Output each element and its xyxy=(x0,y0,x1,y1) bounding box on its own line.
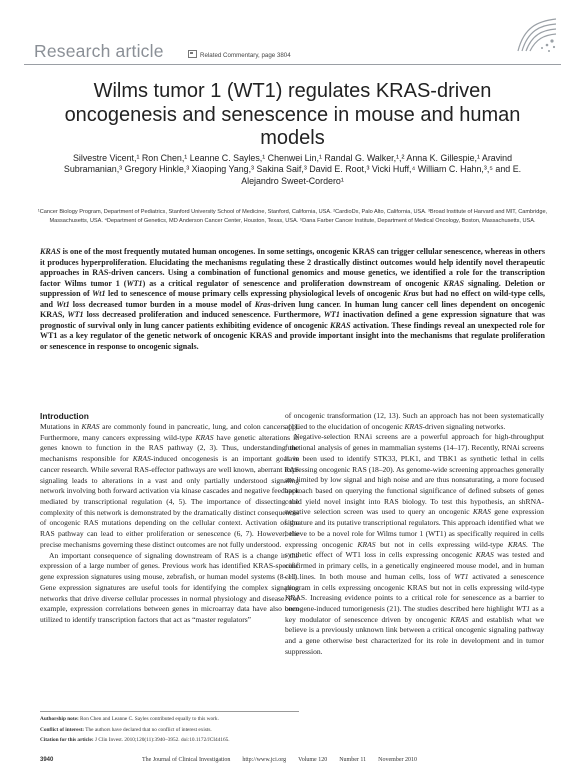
text-run: have genetic alterations in genes known to function in the RAS pathway (2, 3). Thus, understanding the mechanisms responsible for xyxy=(40,432,299,464)
body-paragraph xyxy=(285,411,544,432)
citation-note xyxy=(40,735,299,746)
italic-run: KRAS xyxy=(404,421,423,431)
section-kicker: Research article xyxy=(34,41,164,61)
citation-note-label: Citation for this article: xyxy=(40,737,94,744)
header-rule xyxy=(24,64,561,65)
text-run: is one of the most frequently mutated human oncogenes. In some settings, oncogenic KRAS can trigger cellular senescence, whereas in others it produces hyperproliferation. Elucidating the mechanisms regulating these 2 drastically distinct outcomes would help identify novel therapeutic approaches in RAS-driven cancers. Using a combination of functional genomics and mouse genetics, we identified a role for the transcription factor Wilms tumor 1 ( xyxy=(40,247,545,288)
conflict-note-label: Conflict of interest: xyxy=(40,726,85,733)
italic-run: Kras xyxy=(254,299,271,309)
text-run: of oncogenic transformation (12, 13). Such an approach has not been systematically applied to the elucidation of oncogenic xyxy=(285,411,544,431)
italic-run: Wt1 xyxy=(92,289,106,299)
body-paragraph xyxy=(40,422,299,551)
italic-run: KRAS xyxy=(132,454,151,464)
italic-run: KRAS xyxy=(330,320,351,330)
abstract xyxy=(40,247,545,352)
related-commentary-link[interactable] xyxy=(188,50,291,59)
authorship-note-text: Ron Chen and Leanne C. Sayles contributed equally to this work. xyxy=(78,716,219,722)
text-run: are commonly found in pancreatic, lung, and colon cancers (1). Furthermore, many cancers expressing wild-type xyxy=(40,422,299,442)
italic-run: WT1 xyxy=(126,278,143,288)
citation-note-text: J Clin Invest. 2010;120(11):3940–3952. doi:10.1172/JCI44165. xyxy=(93,737,230,744)
italic-run: KRAS xyxy=(443,278,464,288)
article-header xyxy=(24,41,561,65)
commentary-icon xyxy=(188,50,197,58)
text-run: activated a senescence program in cells expressing oncogenic KRAS but not in cells expressing wild-type KRAS. Increasing evidence points to a critical role for senescence as a barrier to oncogene-induced tumorigenesis (21). The studies described here highlight xyxy=(285,571,545,613)
text-run: Mutations in xyxy=(40,422,82,431)
text-run: Negative-selection RNAi screens are a powerful approach for high-throughput functional analysis of genes in mammalian systems (14–17). Recently, RNAi screens have been used to identify STK33, PLK1, and TBK1 as synthetic lethal in cells expressing oncogenic RAS (18–20). As genome-wide screening approaches generally are limited by low signal and high noise and are thus nonsaturating, a more focused approach based on querying the functional significance of defined subsets of genes could yield novel insight into RAS biology. To test this hypothesis, an shRNA-negative selection screen was used to query an oncogenic xyxy=(285,432,544,517)
related-commentary-text: Related Commentary, page 3804 xyxy=(200,52,291,59)
journal-name: The Journal of Clinical Investigation xyxy=(142,757,231,763)
italic-run: WT1 xyxy=(454,571,469,581)
italic-run: Wt1 xyxy=(56,299,70,309)
footnotes xyxy=(40,711,299,746)
jci-logo-icon xyxy=(514,17,560,55)
authorship-note-label: Authorship note: xyxy=(40,716,79,722)
conflict-note-text: The authors have declared that no conflict of interest exists. xyxy=(84,726,212,733)
body-column-left xyxy=(40,411,299,626)
author-list: Silvestre Vicent,¹ Ron Chen,¹ Leanne C. Sayles,¹ Chenwei Lin,¹ Randal G. Walker,¹,² Anna K. Gillespie,¹ Aravind Subramanian,³ Gregory Hinkle,³ Xiaoping Yang,³ Sakina Saif,³ David E. Root,³ Vicki Huff,⁴ William C. Hahn,³,⁵ and E. Alejandro Sweet-Cordero¹ xyxy=(63,153,522,186)
text-run: as a key modulator of senescence driven by oncogenic xyxy=(285,603,544,624)
text-run: An important consequence of signaling downstream of RAS is a change in the expression of a large number of genes. Previous work has identified KRAS-specific gene expression signatures using mouse, zebrafish, or human model systems (8–11). Gene expression signatures are useful tools for identifying the complex signaling networks that drive diverse cellular processes in normal physiology and disease. For example, expression correlations between genes in microarray data have also been utilized to identify transcription factors that act as “master regulators” xyxy=(40,550,299,624)
italic-run: KRAS xyxy=(81,422,100,431)
text-run: loss decreased tumor burden in a mouse model of xyxy=(69,299,255,309)
affiliations: ¹Cancer Biology Program, Department of Pediatrics, Stanford University School of Medicine, Stanford, California, USA. ²CardioDx, Palo Alto, California, USA. ³Broad Institute of Harvard and MIT, Cambridge, Massachusetts, USA. ⁴Department of Genetics, MD Anderson Cancer Center, Houston, Texas, USA. ⁵Dana Farber Cancer Institute, Department of Medical Oncology, Boston, Massachusetts, USA. xyxy=(37,209,548,224)
conflict-note xyxy=(40,725,299,736)
text-run: but not in cells expressing wild-type xyxy=(375,539,508,549)
italic-run: KRAS xyxy=(40,247,61,256)
section-heading-introduction: Introduction xyxy=(40,411,89,421)
italic-run: WT1 xyxy=(323,310,340,320)
journal-number: Number 11 xyxy=(339,757,367,763)
body-paragraph xyxy=(40,551,299,626)
journal-url[interactable]: http://www.jci.org xyxy=(242,757,287,763)
text-run: led to senescence of mouse primary cells expressing physiological levels of oncogenic xyxy=(105,289,403,299)
left-paragraphs xyxy=(40,422,299,626)
italic-run: KRAS xyxy=(472,507,491,517)
text-run: -induced oncogenesis is an important goal in cancer research. While several RAS-effector pathways are well known, aberrant RAS signaling leads to alterations in a vast and only partially understood signaling network involving both forward activation via kinase cascades and negative feedback mediated by transcriptional regulation (4, 5). The importance of dissecting the complexity of this network is demonstrated by the dramatically distinct consequences of oncogenic RAS mutations depending on the cellular context. Activation of the RAS pathway can lead to either proliferation or senescence (6, 7). However, the precise mechanisms governing these distinct outcomes are not fully understood. xyxy=(40,454,300,549)
body-column-right xyxy=(285,411,544,658)
text-run: gene expression signature and its putative transcriptional regulators. This approach identified what we believe to be a novel role for Wilms tumor 1 (WT1) as specifically required in cells expressing oncogenic xyxy=(285,507,544,549)
text-run: -driven signaling networks. xyxy=(422,421,506,431)
journal-volume: Volume 120 xyxy=(298,757,328,763)
body-paragraph xyxy=(285,432,544,657)
text-run: and establish what we believe is a previously unknown link between a critical oncogenic signaling pathway and a gene otherwise best characterized for its role in development and in tumor suppression. xyxy=(285,614,544,656)
text-run: was tested and confirmed in primary cells, in a genetically engineered mouse model, and in human cell lines. In both mouse and human cells, loss of xyxy=(285,550,544,581)
italic-run: KRAS xyxy=(195,432,214,442)
italic-run: Kras xyxy=(403,289,419,299)
text-run: signaling. Deletion or suppression of xyxy=(40,278,546,299)
italic-run: KRAS xyxy=(450,614,469,624)
text-run: inactivation defined a gene expression signature that was prognostic of survival only in lung cancer patients exhibiting evidence of oncogenic xyxy=(40,310,545,330)
text-run: -driven lung cancer. In human lung cancer cell lines dependent on oncogenic KRAS, xyxy=(40,299,545,320)
right-paragraphs xyxy=(285,411,544,658)
text-run: loss decreased proliferation and induced senescence. Furthermore, xyxy=(83,310,324,320)
text-run: ) as a critical regulator of senescence and proliferation downstream of oncogenic xyxy=(142,278,444,288)
italic-run: WT1 xyxy=(67,310,84,320)
text-run: activation. These findings reveal an unexpected role for WT1 as a key regulator of the genetic network of oncogenic KRAS and provide important insight into the mechanisms that regulate proliferation or senescence in response to oncogenic signals. xyxy=(40,320,545,351)
italic-run: KRAS xyxy=(357,539,376,549)
journal-info xyxy=(142,757,429,763)
article-title: Wilms tumor 1 (WT1) regulates KRAS-driven oncogenesis and senescence in mouse and human models xyxy=(64,80,521,149)
text-run: . The synthetic effect of WT1 loss in cells expressing oncogenic xyxy=(285,539,544,560)
italic-run: KRAS xyxy=(507,539,526,549)
italic-run: KRAS xyxy=(475,550,494,560)
page-footer xyxy=(40,757,545,767)
italic-run: WT1 xyxy=(515,603,531,613)
journal-date: November 2010 xyxy=(378,757,417,763)
text-run: but had no effect on wild-type cells, and xyxy=(40,289,545,309)
page-number: 3940 xyxy=(40,757,54,763)
authorship-note xyxy=(40,714,299,725)
